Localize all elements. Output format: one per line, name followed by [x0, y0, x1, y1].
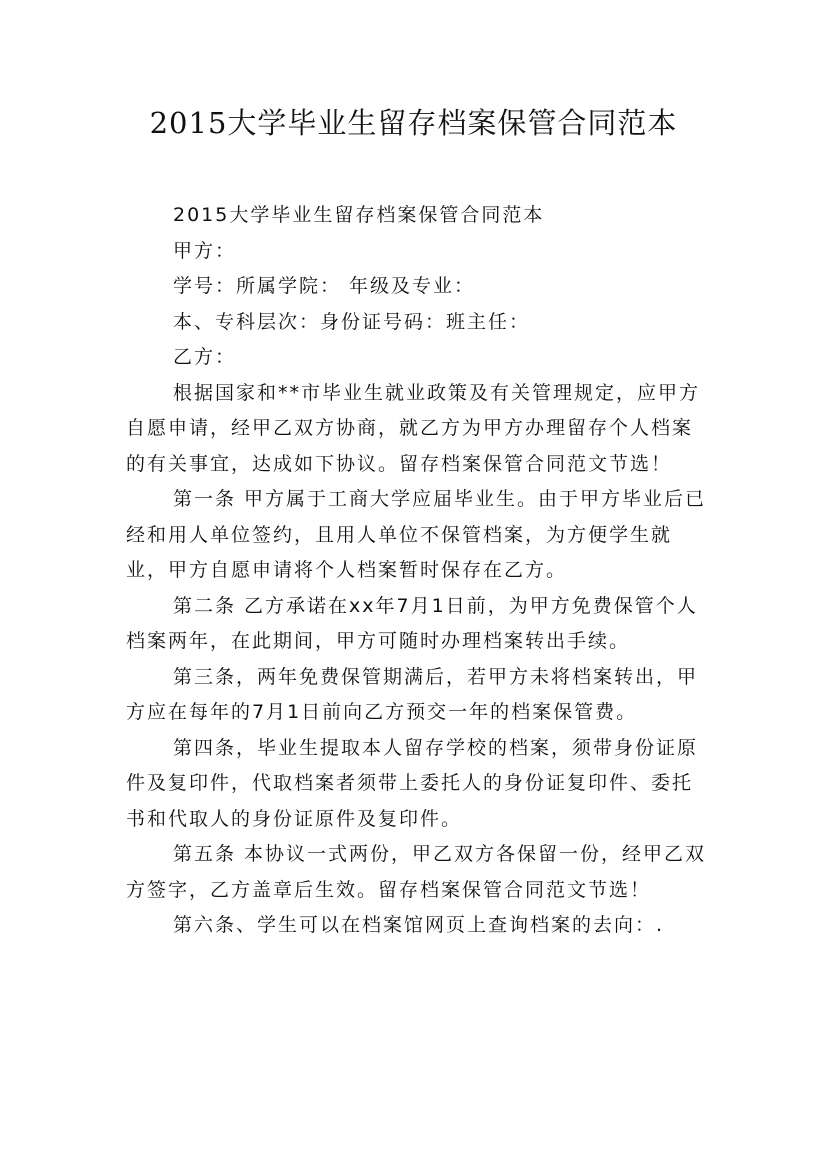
paragraph-article-5: 第五条 本协议一式两份，甲乙双方各保留一份，经甲乙双方签字，乙方盖章后生效。留存档案保管合同范文节选！ — [126, 843, 707, 901]
paragraph-article-3: 第三条，两年免费保管期满后，若甲方未将档案转出，甲方应在每年的7月1日前向乙方预交一年的档案保管费。 — [126, 665, 699, 723]
paragraph-preamble: 根据国家和**市毕业生就业政策及有关管理规定，应甲方自愿申请，经甲乙双方协商，就乙方为甲方办理留存个人档案的有关事宜，达成如下协议。留存档案保管合同范文节选！ — [126, 381, 701, 475]
paragraph-article-1: 第一条 甲方属于工商大学应届毕业生。由于甲方毕业后已经和用人单位签约，且用人单位不保管档案，为方便学生就业，甲方自愿申请将个人档案暂时保存在乙方。 — [126, 488, 707, 581]
paragraph-party-a: 甲方： — [173, 239, 237, 262]
document-body — [126, 198, 712, 944]
paragraph-article-2: 第二条 乙方承诺在xx年7月1日前，为甲方免费保管个人档案两年，在此期间，甲方可随时办理档案转出手续。 — [126, 594, 698, 652]
paragraph-student-info: 学号：所属学院： 年级及专业： — [173, 275, 476, 297]
paragraph-article-4: 第四条，毕业生提取本人留存学校的档案，须带身份证原件及复印件，代取档案者须带上委托人的身份证复印件、委托书和代取人的身份证原件及复印件。 — [126, 736, 699, 830]
paragraph-level-info: 本、专科层次：身份证号码：班主任： — [173, 310, 531, 333]
paragraph-subtitle: 2015大学毕业生留存档案保管合同范本 — [173, 204, 545, 226]
paragraph-party-b: 乙方： — [173, 346, 237, 368]
paragraph-article-6: 第六条、学生可以在档案馆网页上查询档案的去向：. — [173, 914, 665, 936]
document-title: 2015大学毕业生留存档案保管合同范本 — [149, 106, 678, 140]
